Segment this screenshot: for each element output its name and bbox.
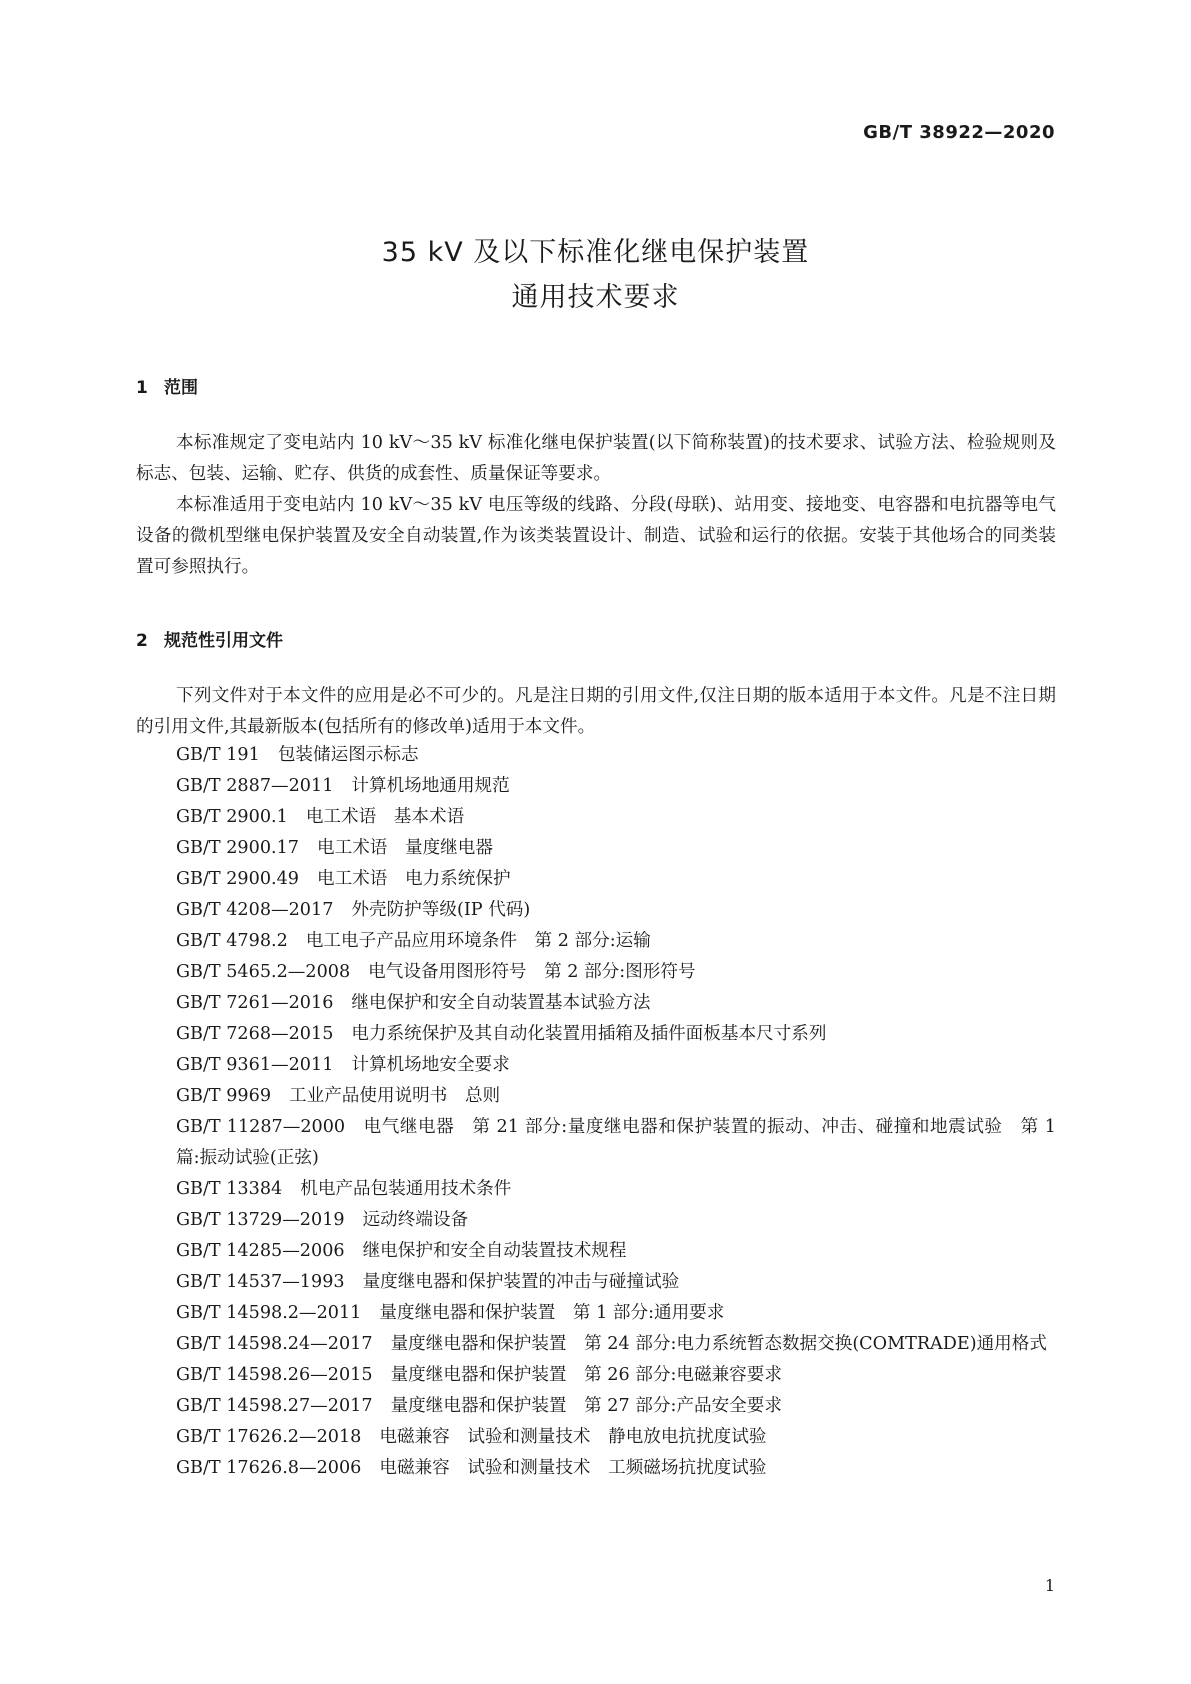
reference-code: GB/T 2900.49 — [176, 869, 299, 889]
reference-item — [136, 740, 1056, 771]
section-1-heading — [136, 373, 198, 398]
section-1-paragraph-2: 本标准适用于变电站内 10 kV～35 kV 电压等级的线路、分段(母联)、站用变、接地变、电容器和电抗器等电气设备的微机型继电保护装置及安全自动装置,作为该类装置设计、制造、试验和运行的依据。安装于其他场合的同类装置可参照执行。 — [136, 495, 1056, 577]
reference-item — [136, 1267, 1056, 1298]
section-2-heading — [136, 626, 283, 651]
reference-code: GB/T 9969 — [176, 1086, 272, 1106]
reference-code: GB/T 2887—2011 — [176, 776, 334, 796]
standard-code: GB/T 38922—2020 — [863, 122, 1055, 143]
reference-code: GB/T 4798.2 — [176, 931, 288, 951]
reference-title: 量度继电器和保护装置 第 1 部分:通用要求 — [379, 1303, 725, 1323]
reference-title: 继电保护和安全自动装置技术规程 — [362, 1241, 627, 1261]
reference-code: GB/T 7268—2015 — [176, 1024, 334, 1044]
reference-code: GB/T 191 — [176, 745, 260, 765]
section-2-intro: 下列文件对于本文件的应用是必不可少的。凡是注日期的引用文件,仅注日期的版本适用于本文件。凡是不注日期的引用文件,其最新版本(包括所有的修改单)适用于本文件。 — [136, 686, 1056, 737]
reference-title: 电磁兼容 试验和测量技术 静电放电抗扰度试验 — [379, 1427, 767, 1447]
reference-title: 电工术语 电力系统保护 — [317, 869, 511, 889]
section-2-number: 2 — [136, 631, 148, 651]
reference-code: GB/T 2900.1 — [176, 807, 288, 827]
reference-title: 电力系统保护及其自动化装置用插箱及插件面板基本尺寸系列 — [351, 1024, 827, 1044]
reference-item — [136, 988, 1056, 1019]
reference-code: GB/T 7261—2016 — [176, 993, 334, 1013]
reference-title: 电工术语 基本术语 — [305, 807, 465, 827]
reference-code: GB/T 14598.2—2011 — [176, 1303, 362, 1323]
reference-title: 电气设备用图形符号 第 2 部分:图形符号 — [368, 962, 696, 982]
reference-title: 量度继电器和保护装置的冲击与碰撞试验 — [362, 1272, 680, 1292]
reference-item — [136, 1236, 1056, 1267]
reference-code: GB/T 4208—2017 — [176, 900, 334, 920]
reference-title: 计算机场地安全要求 — [351, 1055, 510, 1075]
reference-code: GB/T 11287—2000 — [176, 1117, 346, 1137]
normative-references-list — [136, 740, 1056, 1484]
reference-title: 量度继电器和保护装置 第 26 部分:电磁兼容要求 — [390, 1365, 782, 1385]
reference-title: 工业产品使用说明书 总则 — [289, 1086, 501, 1106]
reference-code: GB/T 17626.2—2018 — [176, 1427, 362, 1447]
reference-item — [136, 1329, 1056, 1360]
reference-item — [136, 1453, 1056, 1484]
reference-item — [136, 1360, 1056, 1391]
reference-title: 电磁兼容 试验和测量技术 工频磁场抗扰度试验 — [379, 1458, 767, 1478]
reference-title: 继电保护和安全自动装置基本试验方法 — [351, 993, 651, 1013]
reference-item — [136, 895, 1056, 926]
reference-item — [136, 1422, 1056, 1453]
section-1-paragraph-1: 本标准规定了变电站内 10 kV～35 kV 标准化继电保护装置(以下简称装置)的技术要求、试验方法、检验规则及标志、包装、运输、贮存、供货的成套性、质量保证等要求。 — [136, 433, 1056, 484]
reference-title: 包装储运图示标志 — [277, 745, 419, 765]
reference-code: GB/T 14537—1993 — [176, 1272, 345, 1292]
reference-item — [136, 771, 1056, 802]
reference-item — [136, 864, 1056, 895]
document-title-line-2: 通用技术要求 — [511, 282, 680, 313]
section-2-title: 规范性引用文件 — [164, 631, 283, 651]
reference-item — [136, 1298, 1056, 1329]
reference-item — [136, 1174, 1056, 1205]
reference-title: 电气继电器 第 21 部分:量度继电器和保护装置的振动、冲击、碰撞和地震试验 第 1 篇:振动试验(正弦) — [176, 1117, 1057, 1168]
reference-code: GB/T 13384 — [176, 1179, 283, 1199]
page-number: 1 — [1044, 1576, 1055, 1595]
reference-title: 电工术语 量度继电器 — [317, 838, 493, 858]
document-title-line-1: 35 kV 及以下标准化继电保护装置 — [381, 237, 810, 268]
reference-item — [136, 1112, 1056, 1174]
reference-code: GB/T 5465.2—2008 — [176, 962, 351, 982]
reference-item — [136, 1050, 1056, 1081]
section-1-number: 1 — [136, 378, 148, 398]
reference-code: GB/T 14598.26—2015 — [176, 1365, 373, 1385]
reference-code: GB/T 14598.27—2017 — [176, 1396, 373, 1416]
reference-item — [136, 833, 1056, 864]
reference-code: GB/T 14285—2006 — [176, 1241, 345, 1261]
reference-item — [136, 1391, 1056, 1422]
reference-code: GB/T 13729—2019 — [176, 1210, 345, 1230]
reference-item — [136, 1081, 1056, 1112]
reference-code: GB/T 9361—2011 — [176, 1055, 334, 1075]
reference-item — [136, 1205, 1056, 1236]
reference-title: 远动终端设备 — [362, 1210, 469, 1230]
reference-item — [136, 802, 1056, 833]
reference-title: 量度继电器和保护装置 第 27 部分:产品安全要求 — [390, 1396, 782, 1416]
reference-title: 计算机场地通用规范 — [351, 776, 510, 796]
reference-title: 电工电子产品应用环境条件 第 2 部分:运输 — [305, 931, 651, 951]
reference-title: 机电产品包装通用技术条件 — [300, 1179, 512, 1199]
reference-item — [136, 926, 1056, 957]
reference-item — [136, 1019, 1056, 1050]
reference-code: GB/T 14598.24—2017 — [176, 1334, 373, 1354]
reference-title: 外壳防护等级(IP 代码) — [351, 900, 531, 920]
reference-item — [136, 957, 1056, 988]
reference-title: 量度继电器和保护装置 第 24 部分:电力系统暂态数据交换(COMTRADE)通用格式 — [390, 1334, 1047, 1354]
reference-code: GB/T 2900.17 — [176, 838, 299, 858]
section-1-title: 范围 — [164, 378, 198, 398]
reference-code: GB/T 17626.8—2006 — [176, 1458, 362, 1478]
